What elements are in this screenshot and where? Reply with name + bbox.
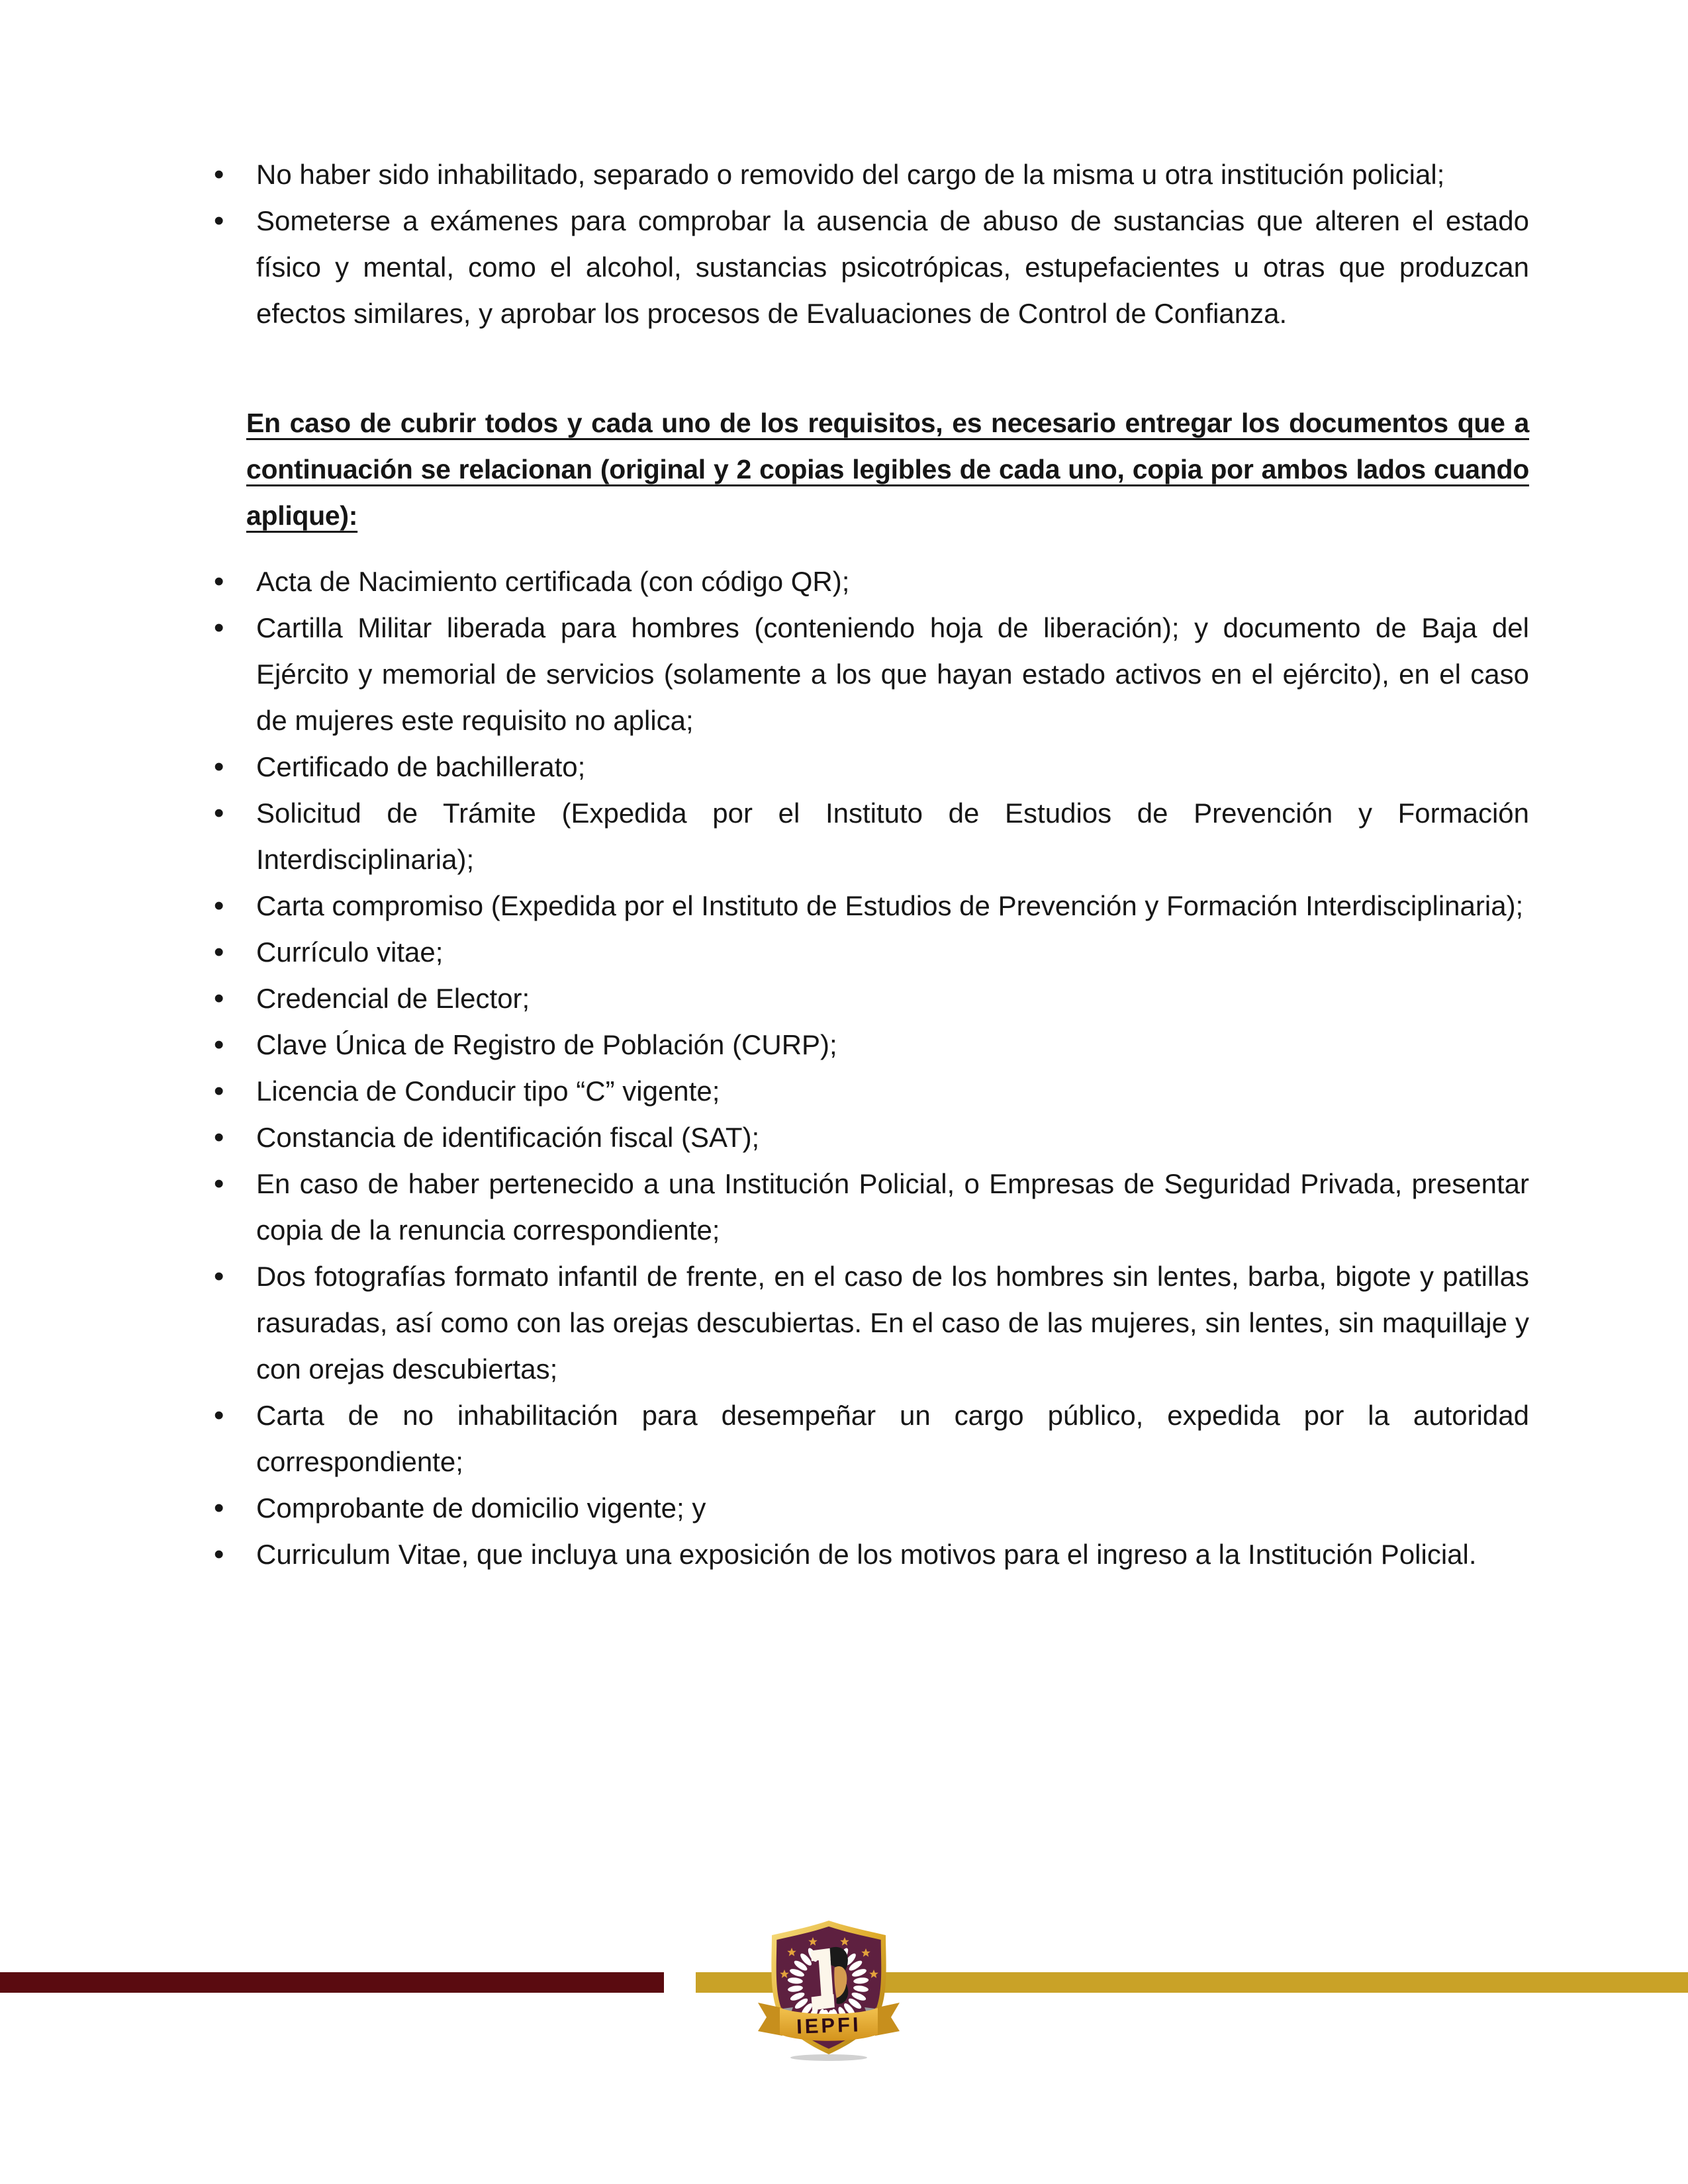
list-item-text: Credencial de Elector; <box>256 983 530 1014</box>
list-item <box>256 1531 1529 1578</box>
list-item-text: Comprobante de domicilio vigente; y <box>256 1492 706 1524</box>
list-item <box>256 1253 1529 1392</box>
intro-bullet-list <box>256 152 1529 337</box>
list-item <box>256 883 1529 929</box>
list-item-text: Constancia de identificación fiscal (SAT); <box>256 1122 760 1153</box>
list-item-text: Certificado de bachillerato; <box>256 751 586 782</box>
list-item-text: Someterse a exámenes para comprobar la ausencia de abuso de sustancias que alteren el estado físico y mental, como el alcohol, sustancias psicotrópicas, estupefacientes u otras que produzcan efectos similares, y aprobar los procesos de Evaluaciones de Control de Confianza. <box>256 205 1529 329</box>
list-item <box>256 152 1529 198</box>
documents-bullet-list <box>256 559 1529 1578</box>
list-item <box>256 1115 1529 1161</box>
list-item <box>256 976 1529 1022</box>
list-item <box>256 1485 1529 1531</box>
list-item-text: En caso de haber pertenecido a una Institución Policial, o Empresas de Seguridad Privada, presentar copia de la renuncia correspondiente; <box>256 1168 1529 1246</box>
logo-acronym: IEPFI <box>796 2013 862 2038</box>
logo-shadow <box>790 2054 867 2061</box>
list-item-text: Curriculum Vitae, que incluya una exposición de los motivos para el ingreso a la Institución Policial. <box>256 1539 1477 1570</box>
list-item-text: Acta de Nacimiento certificada (con código QR); <box>256 566 850 597</box>
footer-maroon-bar <box>0 1972 664 1993</box>
list-item-text: Cartilla Militar liberada para hombres (conteniendo hoja de liberación); y documento de Baja del Ejército y memorial de servicios (solamente a los que hayan estado activos en el ejército), en el caso de mujeres este requisito no aplica; <box>256 612 1529 736</box>
list-item <box>256 744 1529 790</box>
list-item <box>256 1068 1529 1115</box>
list-item-text: Solicitud de Trámite (Expedida por el Instituto de Estudios de Prevención y Formación Interdisciplinaria); <box>256 797 1529 875</box>
list-item <box>256 790 1529 883</box>
list-item-text: No haber sido inhabilitado, separado o removido del cargo de la misma u otra institución policial; <box>256 159 1445 190</box>
list-item <box>256 198 1529 337</box>
section-heading-text: En caso de cubrir todos y cada uno de los requisitos, es necesario entregar los documentos que a continuación se relacionan (original y 2 copias legibles de cada uno, copia por ambos lados cuando aplique): <box>246 408 1529 531</box>
list-item-text: Dos fotografías formato infantil de frente, en el caso de los hombres sin lentes, barba, bigote y patillas rasuradas, así como con las orejas descubiertas. En el caso de las mujeres, sin lentes, sin maquillaje y con orejas descubiertas; <box>256 1261 1529 1385</box>
iepfi-logo <box>736 1911 921 2083</box>
list-item <box>256 559 1529 605</box>
list-item-text: Carta de no inhabilitación para desempeñar un cargo público, expedida por la autoridad correspondiente; <box>256 1400 1529 1477</box>
section-heading <box>246 400 1529 539</box>
list-item <box>256 1392 1529 1485</box>
list-item <box>256 929 1529 976</box>
list-item-text: Licencia de Conducir tipo “C” vigente; <box>256 1075 720 1107</box>
list-item-text: Currículo vitae; <box>256 936 444 968</box>
list-item-text: Clave Única de Registro de Población (CURP); <box>256 1029 837 1060</box>
list-item <box>256 1161 1529 1253</box>
list-item <box>256 605 1529 744</box>
list-item-text: Carta compromiso (Expedida por el Instituto de Estudios de Prevención y Formación Interdisciplinaria); <box>256 890 1524 921</box>
list-item <box>256 1022 1529 1068</box>
document-body <box>246 152 1529 1578</box>
